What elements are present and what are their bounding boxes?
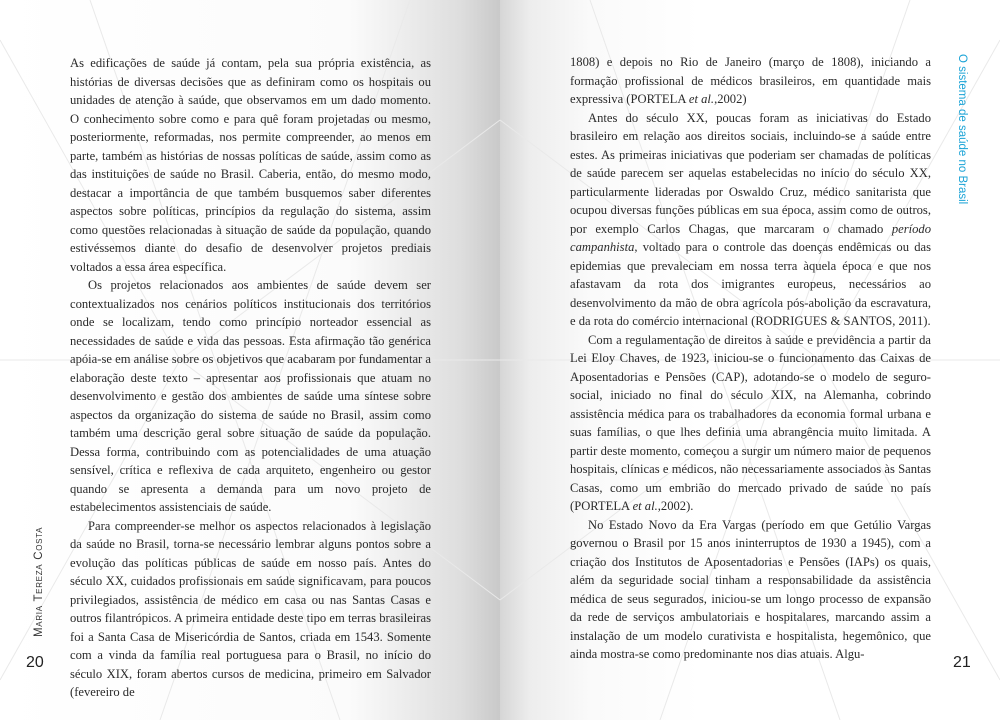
paragraph: As edificações de saúde já contam, pela sua própria existência, as histórias de diversas decisões que as definiram como os hospitais ou unidades de atenção à saúde, que observamos em um dado momento. O conhecimento sobre como e para quê foram projetadas ou mesmo, posteriormente, reformadas, nos permite compreender, ao menos em parte, também as histórias de nossas políticas de saúde, assim como as das instituições de saúde no Brasil. Caberia, então, do mesmo modo, destacar a importância de que também busquemos saber diferentes aspectos sobre políticas, princípios da regulação do sistema, assim como questões relacionadas à situação de saúde da população, quando estivéssemos diante do desafio de desenvolver projetos prediais voltados a essa área específica. [70, 56, 431, 274]
running-head-chapter: O sistema de saúde no Brasil [956, 54, 968, 205]
paragraph: Antes do século XX, poucas foram as iniciativas do Estado brasileiro em relação aos direitos sociais, incluindo-se a saúde entre estes. As primeiras iniciativas que poderiam ser chamadas de políticas de saúde parecem ser aquelas estabelecidas no início do século XX, particularmente lideradas por Oswaldo Cruz, médico sanitarista que ocupou diversas funções públicas em sua época, assim como de outros, por exemplo Carlos Chagas, que marcaram o chamado período campanhista, voltado para o controle das doenças endêmicas ou das epidemias que prevaleciam em nossa terra àquela época e que nos afastavam da rota dos imigrantes europeus, necessários ao desenvolvimento da mão de obra agrícola pós-abolição da escravatura, e da rota do comércio internacional (RODRIGUES & SANTOS, 2011). [570, 110, 931, 328]
page-number: 20 [26, 654, 44, 671]
paragraph: Para compreender-se melhor os aspectos relacionados à legislação da saúde no Brasil, torna-se necessário lembrar alguns pontos sobre a evolução das políticas públicas de saúde em nosso país. Antes do século XX, cuidados profissionais em saúde significavam, para poucos privilegiados, assistência de médico em casa ou nas Santas Casas e outros filantrópicos. A primeira entidade deste tipo em terras brasileiras foi a Santa Casa de Misericórdia de Santos, criada em 1543. Somente com a vinda da família real portuguesa para o Brasil, no início do século XIX, foram abertos cursos de medicina, primeiro em Salvador (fevereiro de [70, 518, 431, 699]
paragraph: No Estado Novo da Era Vargas (período em que Getúlio Vargas governou o Brasil por 15 anos ininterruptos de 1930 a 1945), com a criação dos Institutos de Aposentadorias e Pensões (IAPs) os quais, além da seguridade social tinham a responsabilidade da assistência médica de seus segurados, iniciou-se um longo processo de expansão da rede de serviços ambulatoriais e hospitalares, marcando assim a instalação de um modelo curativista e hospitalista, hegemônico, que ainda mostra-se como predominante nos dias atuais. Algu- [570, 517, 931, 661]
paragraph: 1808) e depois no Rio de Janeiro (março de 1808), iniciando a formação profissional de médicos brasileiros, em quantidade mais expressiva (PORTELA et al.,2002) [570, 55, 931, 106]
right-text-column [570, 53, 931, 664]
running-head-author: Maria Tereza Costa [33, 526, 45, 637]
paragraph: Com a regulamentação de direitos à saúde e previdência a partir da Lei Eloy Chaves, de 1923, iniciou-se o funcionamento das Caixas de Aposentadorias e Pensões (CAP), adotando-se o modelo de seguro-social, iniciado no final do século XIX, na Alemanha, cobrindo assistência médica para os trabalhadores da economia formal urbana e suas famílias, o que lhes definia uma abrangência muito limitada. A partir deste momento, começou a surgir um número maior de pequenos hospitais, clínicas e médicos, não necessariamente associados às Santas Casas, como um embrião do mercado privado de saúde no país (PORTELA et al.,2002). [570, 332, 931, 513]
page-number: 21 [953, 654, 971, 671]
paragraph: Os projetos relacionados aos ambientes de saúde devem ser contextualizados nos cenários políticos institucionais dos territórios onde se localizam, tendo como princípio norteador essencial as necessidades de saúde e vida das pessoas. Esta afirmação tão genérica apóia-se em análise sobre os objetivos que acabaram por fundamentar a elaboração deste texto – apresentar aos profissionais que atuam no desenvolvimento e gestão dos ambientes de saúde uma síntese sobre aspectos da organização do sistema de saúde no Brasil, assim como também uma descrição geral sobre situação de saúde da população. Dessa forma, contribuindo com as potencialidades de uma atuação sensível, crítica e reflexiva de cada arquiteto, engenheiro ou gestor quando se apresenta a demanda para um novo projeto de estabelecimentos assistenciais de saúde. [70, 278, 431, 514]
left-text-column [70, 54, 431, 702]
right-page [500, 0, 1000, 720]
